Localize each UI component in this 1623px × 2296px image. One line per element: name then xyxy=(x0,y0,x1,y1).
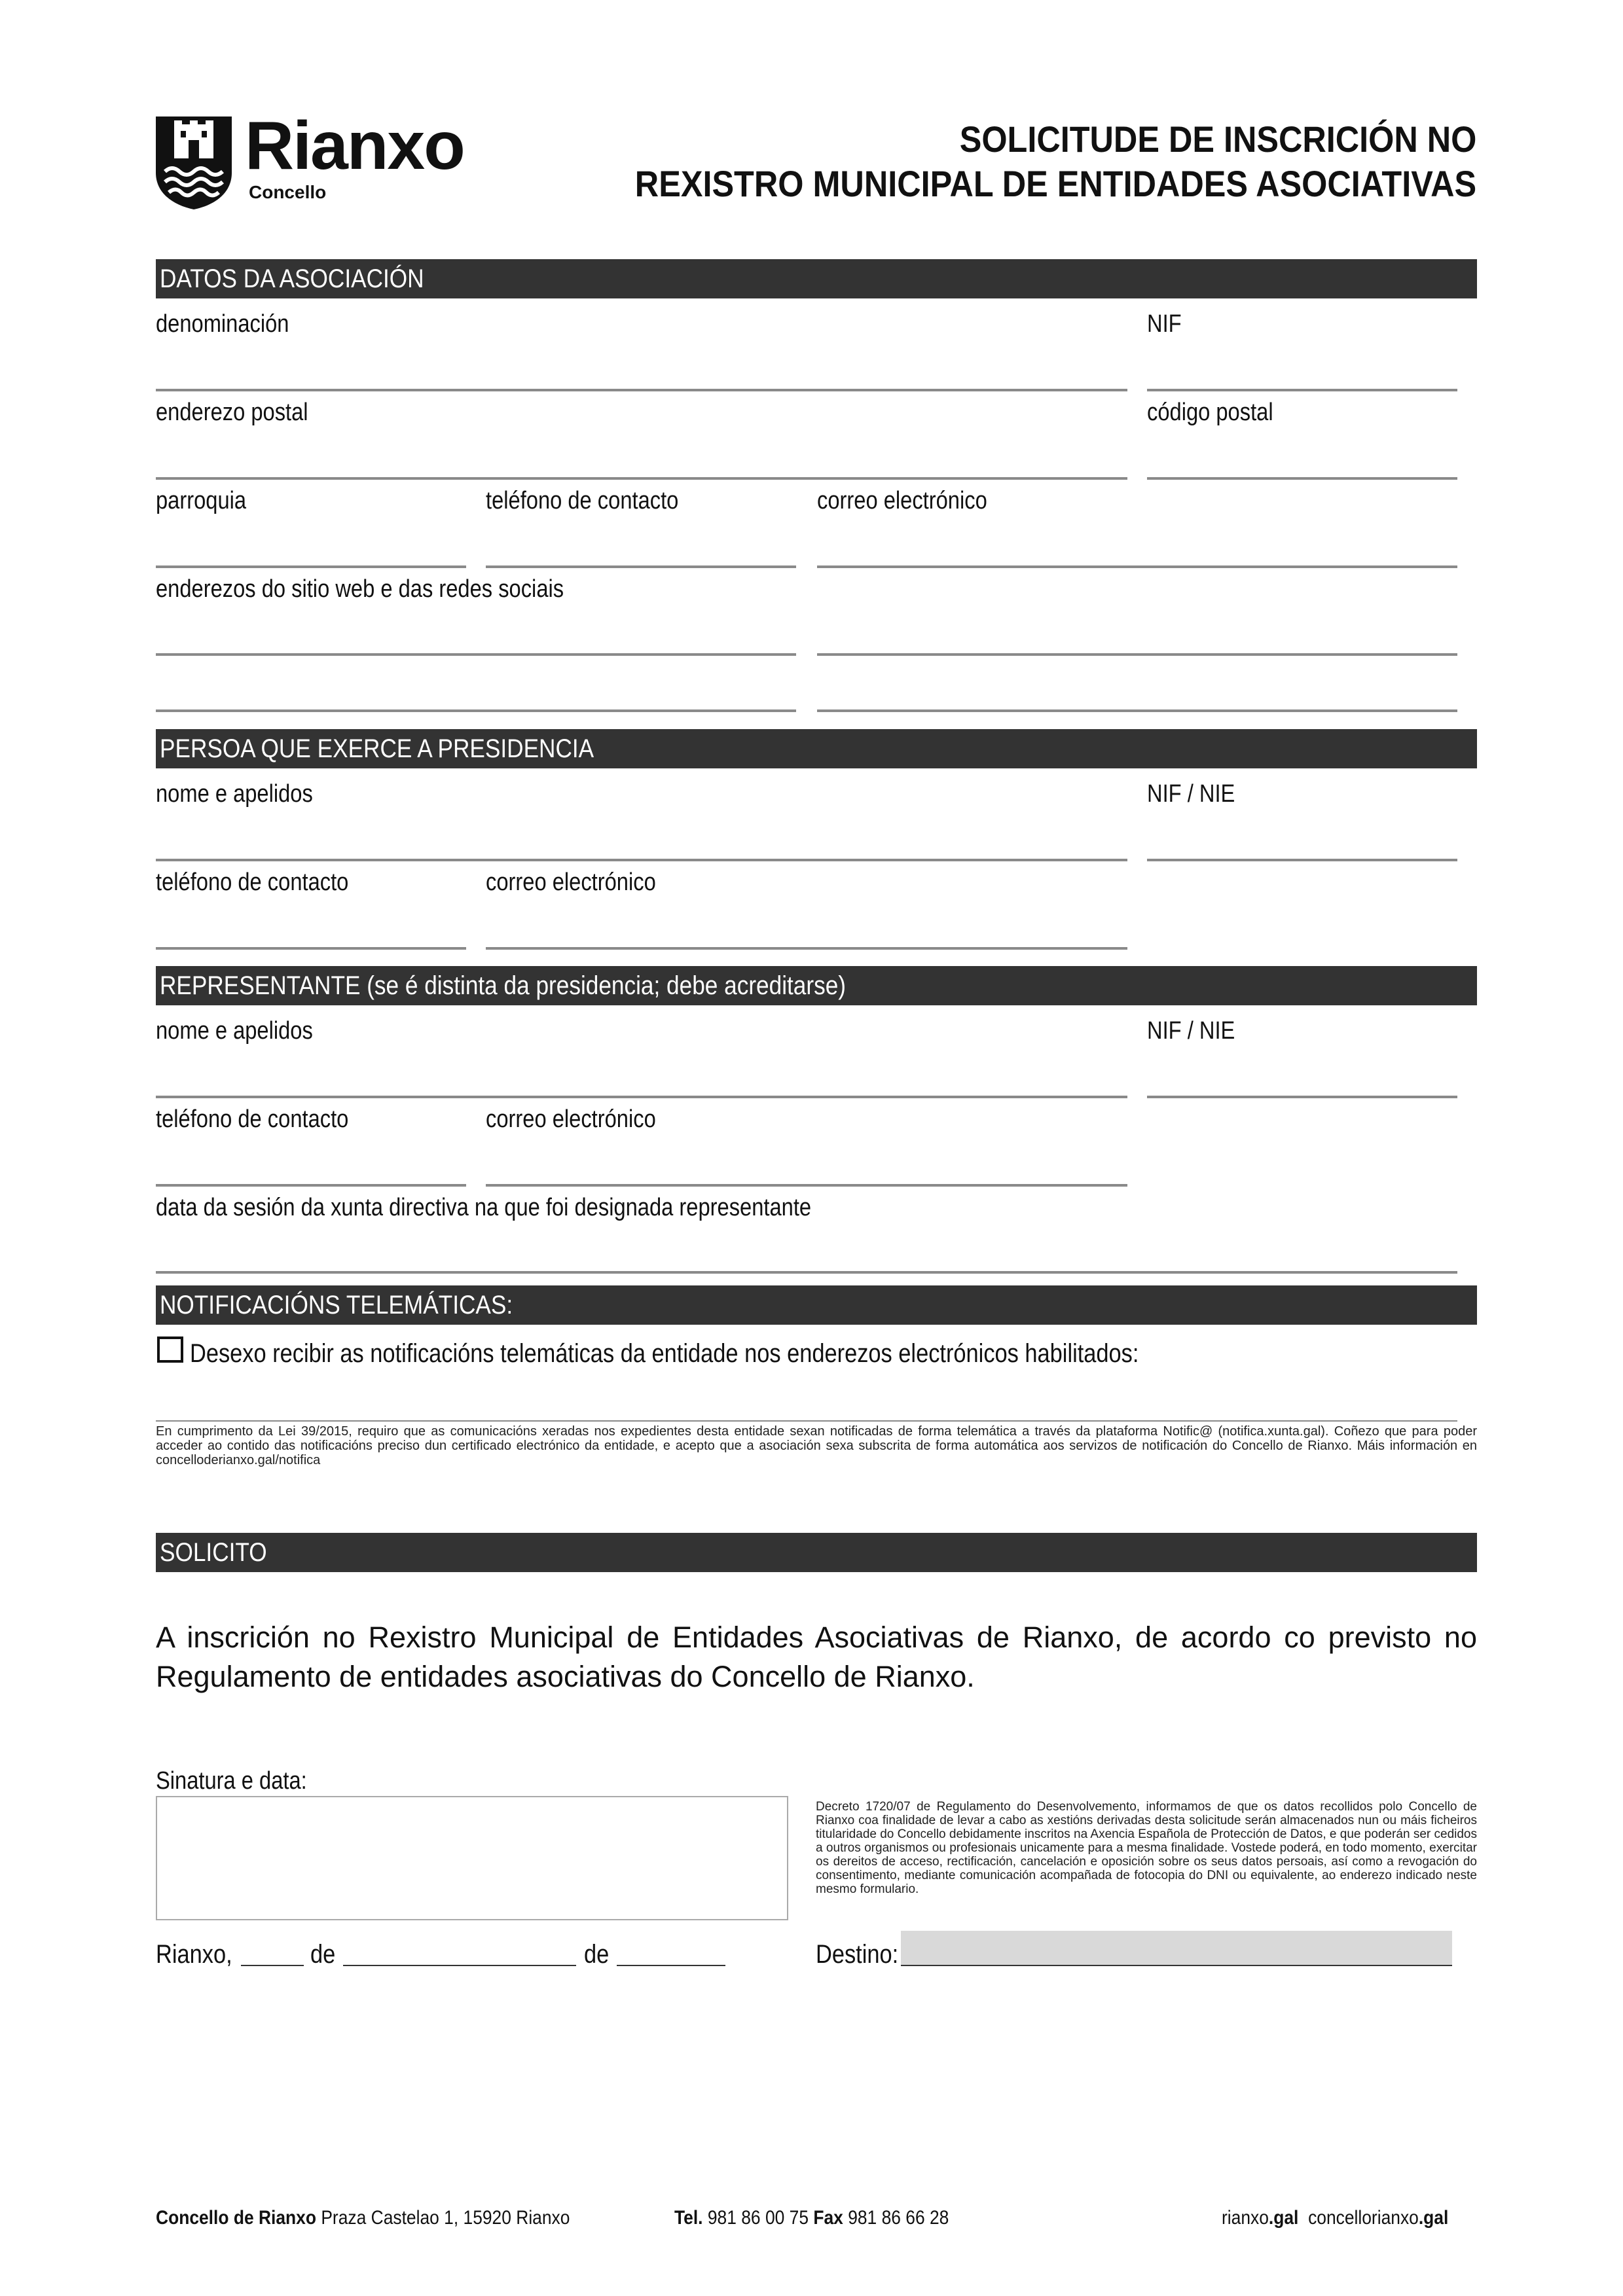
label-enderezo: enderezo postal xyxy=(156,399,308,426)
label-rep-data-sesion: data da sesión da xunta directiva na que foi designada representante xyxy=(156,1194,812,1221)
notificacions-checkbox[interactable] xyxy=(157,1336,183,1363)
label-pres-nif: NIF / NIE xyxy=(1147,780,1235,808)
section-header-presidencia: PERSOA QUE EXERCE A PRESIDENCIA xyxy=(156,729,1477,768)
footer-web xyxy=(1222,2207,1448,2229)
label-rep-nome: nome e apelidos xyxy=(156,1017,313,1045)
label-de-1: de xyxy=(310,1940,336,1969)
logo-name: Rianxo xyxy=(245,108,464,184)
footer-tel-label: Tel. xyxy=(674,2207,703,2229)
label-rep-correo: correo electrónico xyxy=(486,1105,656,1133)
field-month[interactable] xyxy=(343,1965,576,1966)
label-sinatura: Sinatura e data: xyxy=(156,1767,307,1795)
field-telefono[interactable] xyxy=(486,565,796,568)
field-web-1[interactable] xyxy=(156,653,796,656)
section-header-datos: DATOS DA ASOCIACIÓN xyxy=(156,259,1477,298)
footer-phone xyxy=(674,2207,949,2229)
field-web-2[interactable] xyxy=(817,653,1457,656)
label-rianxo-place: Rianxo, xyxy=(156,1940,232,1969)
footer-fax-label: Fax xyxy=(813,2207,843,2229)
field-rep-nome[interactable] xyxy=(156,1096,1127,1098)
field-rep-data-sesion[interactable] xyxy=(156,1271,1457,1274)
field-denominacion[interactable] xyxy=(156,389,1127,391)
label-codigo-postal: código postal xyxy=(1147,399,1273,426)
field-correo[interactable] xyxy=(817,565,1457,568)
field-web-4[interactable] xyxy=(817,709,1457,712)
label-rep-nif: NIF / NIE xyxy=(1147,1017,1235,1045)
field-rep-telefono[interactable] xyxy=(156,1184,466,1187)
field-day[interactable] xyxy=(241,1965,304,1966)
label-rep-telefono: teléfono de contacto xyxy=(156,1105,349,1133)
field-rep-nif[interactable] xyxy=(1147,1096,1457,1098)
signature-box[interactable] xyxy=(156,1796,788,1920)
notificacions-legal-text: En cumprimento da Lei 39/2015, requiro que as comunicacións xeradas nos expedientes desta entidade sexan notificadas de forma telemática a través da plataforma Notific@ (notifica.xunta.gal). Coñezo que para poder acceder ao contido das notificacións preciso dun certificado electrónico da entidade, e acepto que a asociación sexa subscrita de forma automática aos servizos de notificación do Concello de Rianxo. Máis información en concelloderianxo.gal/notifica xyxy=(156,1424,1477,1467)
page-title-line1: SOLICITUDE DE INSCRICIÓN NO xyxy=(959,118,1476,160)
footer-tel: 981 86 00 75 xyxy=(707,2207,809,2229)
field-pres-telefono[interactable] xyxy=(156,947,466,950)
label-correo: correo electrónico xyxy=(817,487,987,514)
privacy-text: Decreto 1720/07 de Regulamento do Desenvolvemento, informamos de que os datos recollidos polo Concello de Rianxo coa finalidade de levar a cabo as xestións derivadas desta solicitude serán almacenados nun ou máis ficheiros titularidade do Concello debidamente inscritos na Axencia Española de Protección de Datos, e que poderán ser cedidos a outros organismos ou profesionais unicamente para a mesma finalidade. Vostede poderá, en todo momento, exercitar os dereitos de acceso, rectificación, cancelación e oposición sobre os seus datos persoais, así como a revogación do consentimento, mediante comunicación acompañada de fotocopia do DNI ou equivalente, ao enderezo indicado neste mesmo formulario. xyxy=(816,1800,1477,1896)
label-nif: NIF xyxy=(1147,310,1182,338)
destino-field[interactable] xyxy=(901,1931,1452,1966)
label-notificacions-checkbox: Desexo recibir as notificacións telemáticas da entidade nos enderezos electrónicos habilitados: xyxy=(190,1339,1139,1368)
logo xyxy=(155,108,508,213)
footer-fax: 981 86 66 28 xyxy=(848,2207,949,2229)
field-pres-nif[interactable] xyxy=(1147,859,1457,861)
section-header-notificacions: NOTIFICACIÓNS TELEMÁTICAS: xyxy=(156,1285,1477,1325)
field-rep-correo[interactable] xyxy=(486,1184,1127,1187)
divider-notificacions xyxy=(156,1420,1457,1422)
page-title-line2: REXISTRO MUNICIPAL DE ENTIDADES ASOCIATIVAS xyxy=(634,163,1476,204)
footer-web1-link[interactable]: rianxo.gal xyxy=(1222,2207,1299,2229)
field-year[interactable] xyxy=(617,1965,725,1966)
logo-subtitle: Concello xyxy=(249,182,327,202)
field-web-3[interactable] xyxy=(156,709,796,712)
section-header-representante: REPRESENTANTE (se é distinta da presidencia; debe acreditarse) xyxy=(156,966,1477,1005)
field-codigo-postal[interactable] xyxy=(1147,477,1457,480)
field-parroquia[interactable] xyxy=(156,565,466,568)
field-pres-correo[interactable] xyxy=(486,947,1127,950)
footer-org: Concello de Rianxo xyxy=(156,2207,316,2229)
footer-address xyxy=(156,2207,570,2229)
footer-web2-link[interactable]: concellorianxo.gal xyxy=(1308,2207,1449,2229)
label-denominacion: denominación xyxy=(156,310,289,338)
label-pres-correo: correo electrónico xyxy=(486,869,656,896)
label-destino: Destino: xyxy=(816,1940,899,1969)
label-parroquia: parroquia xyxy=(156,487,247,514)
label-web: enderezos do sitio web e das redes sociais xyxy=(156,575,564,603)
castle-waves-shield-icon xyxy=(155,115,233,211)
label-pres-nome: nome e apelidos xyxy=(156,780,313,808)
section-header-solicito: SOLICITO xyxy=(156,1533,1477,1572)
field-pres-nome[interactable] xyxy=(156,859,1127,861)
field-nif[interactable] xyxy=(1147,389,1457,391)
label-telefono: teléfono de contacto xyxy=(486,487,679,514)
field-enderezo[interactable] xyxy=(156,477,1127,480)
footer-street: Praza Castelao 1, 15920 Rianxo xyxy=(321,2207,570,2229)
solicito-body: A inscrición no Rexistro Municipal de Entidades Asociativas de Rianxo, de acordo co previsto no Regulamento de entidades asociativas do Concello de Rianxo. xyxy=(156,1621,1477,1693)
label-pres-telefono: teléfono de contacto xyxy=(156,869,349,896)
label-de-2: de xyxy=(584,1940,610,1969)
